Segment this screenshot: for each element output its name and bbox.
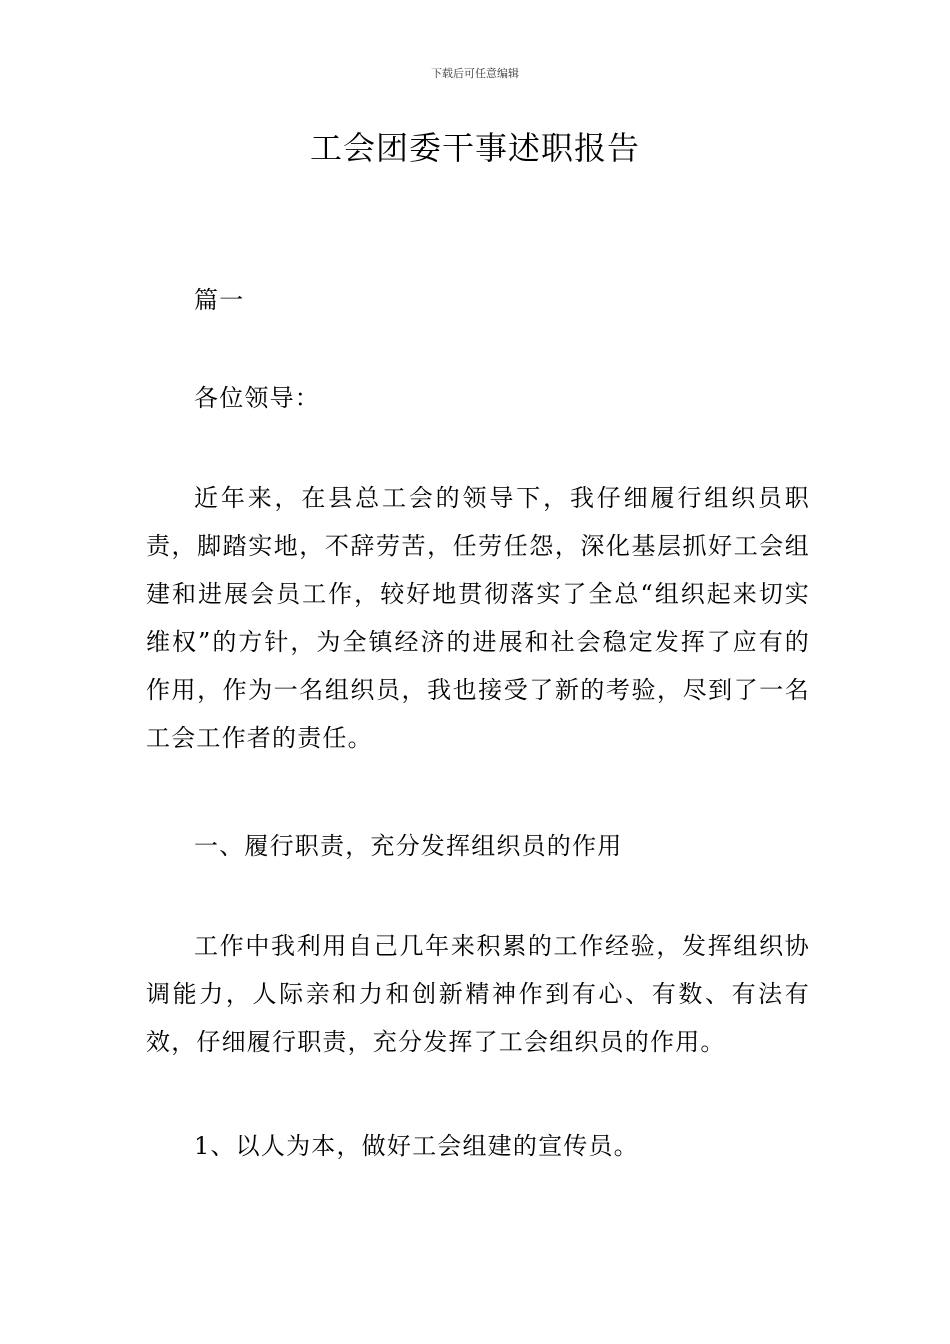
work-paragraph: 工作中我利用自己几年来积累的工作经验，发挥组织协调能力，人际亲和力和创新精神作到有心、有数、有法有效，仔细履行职责，充分发挥了工会组织员的作用。 [146, 932, 810, 1056]
section-label-pian: 篇一 [194, 286, 245, 314]
header-note: 下载后可任意编辑 [431, 67, 519, 80]
section-heading-1: 一、履行职责，充分发挥组织员的作用 [194, 832, 623, 860]
greeting-paragraph: 各位领导： [194, 384, 320, 412]
intro-paragraph: 近年来，在县总工会的领导下，我仔细履行组织员职责，脚踏实地，不辞劳苦，任劳任怨，深化基层抓好工会组建和进展会员工作，较好地贯彻落实了全总“组织起来切实维权”的方针，为全镇经济的进展和社会稳定发挥了应有的作用，作为一名组织员，我也接受了新的考验，尽到了一名工会工作者的责任。 [146, 484, 810, 752]
list-item-1: 1、以人为本，做好工会组建的宣传员。 [194, 1132, 639, 1160]
document-title: 工会团委干事述职报告 [309, 129, 640, 167]
